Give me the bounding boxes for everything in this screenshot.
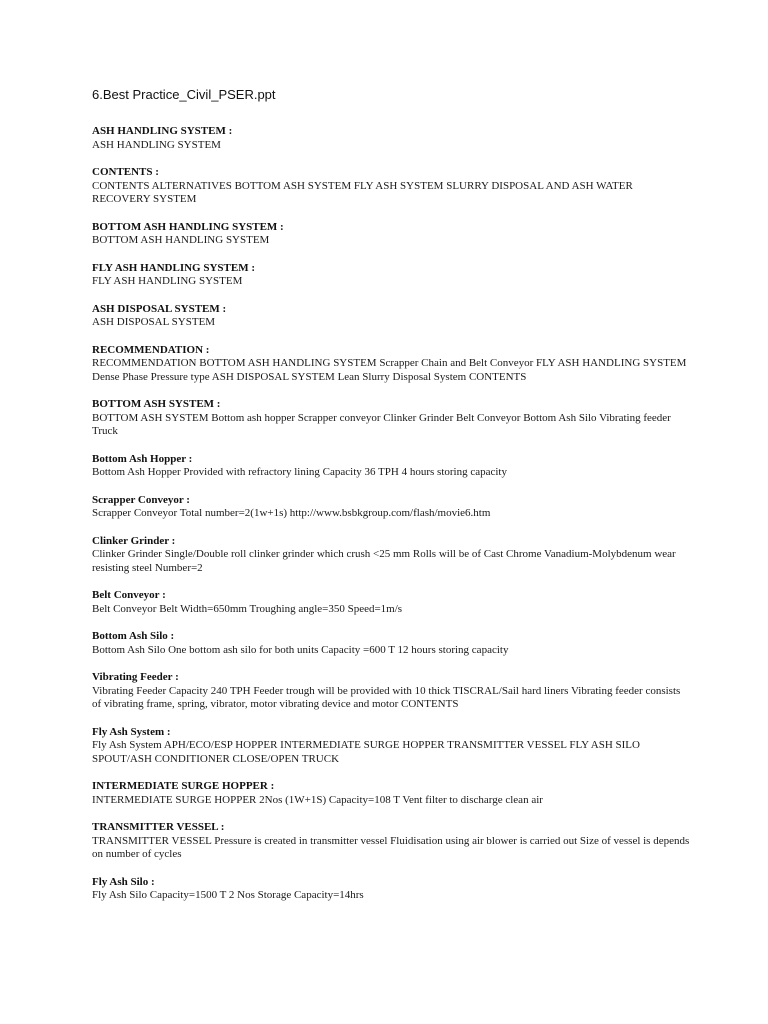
section-heading: CONTENTS :	[92, 166, 159, 178]
section-body: BOTTOM ASH HANDLING SYSTEM	[92, 234, 270, 246]
section-clinker-grinder	[92, 535, 692, 576]
section-body: CONTENTS ALTERNATIVES BOTTOM ASH SYSTEM FLY ASH SYSTEM SLURRY DISPOSAL AND ASH WATER RECOVERY SYSTEM	[92, 179, 633, 205]
section-body: Clinker Grinder Single/Double roll clinker grinder which crush <25 mm Rolls will be of Cast Chrome Vanadium-Molybdenum wear resisting steel Number=2	[92, 548, 676, 574]
section-heading: Fly Ash System :	[92, 725, 171, 738]
section-transmitter-vessel	[92, 821, 692, 862]
section-body: Scrapper Conveyor Total number=2(1w+1s) http://www.bsbkgroup.com/flash/movie6.htm	[92, 507, 491, 519]
section-heading: Belt Conveyor :	[92, 589, 166, 601]
document-page	[92, 86, 692, 917]
section-heading: ASH DISPOSAL SYSTEM :	[92, 302, 227, 315]
section-bottom-ash-handling-system	[92, 221, 692, 248]
section-body: TRANSMITTER VESSEL Pressure is created in transmitter vessel Fluidisation using air blower is carried out Size of vessel is depends on number of cycles	[92, 834, 690, 860]
section-body: Fly Ash System APH/ECO/ESP HOPPER INTERMEDIATE SURGE HOPPER TRANSMITTER VESSEL FLY ASH SILO SPOUT/ASH CONDITIONER CLOSE/OPEN TRUCK	[92, 739, 640, 765]
section-bottom-ash-hopper	[92, 453, 692, 480]
section-heading: BOTTOM ASH SYSTEM :	[92, 398, 221, 410]
section-heading: ASH HANDLING SYSTEM :	[92, 125, 233, 137]
section-body: ASH HANDLING SYSTEM	[92, 138, 221, 151]
section-body: ASH DISPOSAL SYSTEM	[92, 316, 216, 328]
section-fly-ash-silo	[92, 876, 692, 903]
section-contents	[92, 166, 692, 207]
section-body: Bottom Ash Hopper Provided with refractory lining Capacity 36 TPH 4 hours storing capacity	[92, 466, 507, 478]
section-body: RECOMMENDATION BOTTOM ASH HANDLING SYSTEM Scrapper Chain and Belt Conveyor FLY ASH HANDLING SYSTEM Dense Phase Pressure type ASH DISPOSAL SYSTEM Lean Slurry Disposal System CONTENTS	[92, 357, 687, 383]
section-body: Belt Conveyor Belt Width=650mm Troughing angle=350 Speed=1m/s	[92, 602, 403, 615]
section-heading: Fly Ash Silo :	[92, 875, 155, 888]
section-vibrating-feeder	[92, 671, 692, 712]
section-body: BOTTOM ASH SYSTEM Bottom ash hopper Scrapper conveyor Clinker Grinder Belt Conveyor Bottom Ash Silo Vibrating feeder Truck	[92, 411, 671, 437]
section-ash-disposal-system	[92, 303, 692, 330]
document-title: 6.Best Practice_Civil_PSER.ppt	[92, 87, 276, 102]
section-ash-handling-system	[92, 125, 692, 152]
section-bottom-ash-silo	[92, 630, 692, 657]
section-intermediate-surge-hopper	[92, 780, 692, 807]
section-body: Fly Ash Silo Capacity=1500 T 2 Nos Storage Capacity=14hrs	[92, 889, 364, 901]
section-fly-ash-handling-system	[92, 262, 692, 289]
section-recommendation	[92, 344, 692, 385]
section-scrapper-conveyor	[92, 494, 692, 521]
section-body: Vibrating Feeder Capacity 240 TPH Feeder trough will be provided with 10 thick TISCRAL/Sail hard liners Vibrating feeder consists of vibrating frame, spring, vibrator, motor vibrating device and motor CONTENTS	[92, 684, 681, 710]
section-fly-ash-system	[92, 726, 692, 767]
section-body: Bottom Ash Silo One bottom ash silo for both units Capacity =600 T 12 hours storing capacity	[92, 643, 509, 656]
section-heading: Scrapper Conveyor :	[92, 493, 190, 506]
section-heading: FLY ASH HANDLING SYSTEM :	[92, 261, 255, 274]
section-body: INTERMEDIATE SURGE HOPPER 2Nos (1W+1S) Capacity=108 T Vent filter to discharge clean air	[92, 793, 543, 806]
section-heading: Vibrating Feeder :	[92, 671, 179, 683]
section-heading: TRANSMITTER VESSEL :	[92, 821, 225, 833]
section-heading: RECOMMENDATION :	[92, 343, 210, 356]
section-bottom-ash-system	[92, 398, 692, 439]
section-heading: Clinker Grinder :	[92, 534, 176, 547]
section-heading: Bottom Ash Silo :	[92, 630, 175, 642]
section-heading: Bottom Ash Hopper :	[92, 452, 193, 465]
section-heading: BOTTOM ASH HANDLING SYSTEM :	[92, 220, 284, 233]
section-body: FLY ASH HANDLING SYSTEM	[92, 275, 243, 287]
section-belt-conveyor	[92, 589, 692, 616]
section-heading: INTERMEDIATE SURGE HOPPER :	[92, 780, 275, 792]
